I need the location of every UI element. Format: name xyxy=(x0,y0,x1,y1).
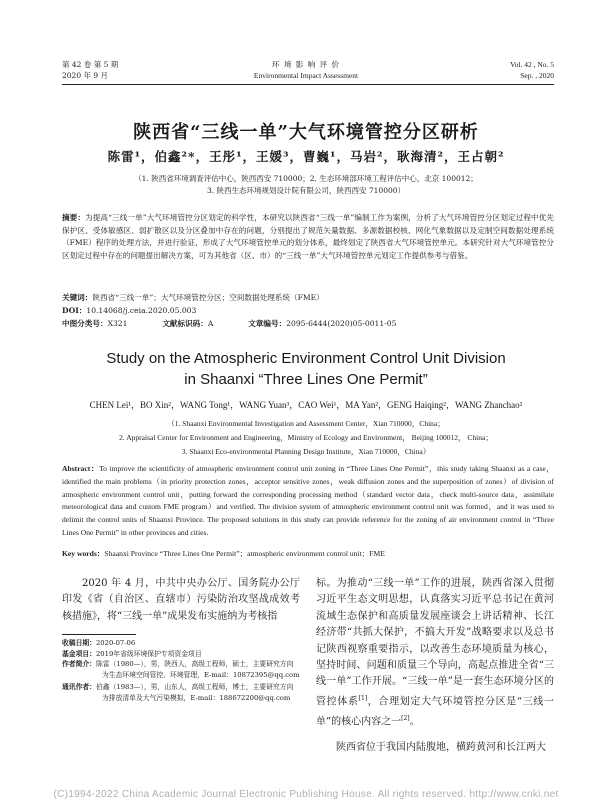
doi xyxy=(62,305,196,318)
footnote-author: 作者简介：陈雷（1980—），男，陕西人，高级工程师，硕士，主要研究方向为生态环境空间管控、环境管理，E-mail：10872395@qq.com xyxy=(62,660,300,679)
body-right-paragraph-1: 标。为推动“三线一单”工作的进展，陕西省深入贯彻习近平生态文明思想，认真落实习近平总书记在黄河流域生态保护和高质量发展座谈会上讲话精神、长江经济带“共抓大保护，不搞大开发”战略要求以及总书记陕西视察重要指示，以改善生态环境质量为核心，坚持时间、问题和质量三个导向，高起点推进全省“三线一单”工作开展。“三线一单”是一套生态环境分区的管控体系[1]，合理划定大气环境管控分区是“三线一单”的核心内容之一[2]。 xyxy=(316,578,554,727)
clc-label: 中图分类号： xyxy=(62,319,108,328)
cnki-footer: (C)1994-2022 China Academic Journal Electronic Publishing House. All rights reserved. http://www.cnki.net xyxy=(53,789,559,800)
clc-value: X321 xyxy=(107,319,128,328)
header-journal-zh: 环 境 影 响 评 价 xyxy=(272,60,340,69)
affiliation-en-line-2: 2. Appraisal Center for Environment and Engineering，Ministry of Ecology and Environment， Beijing 100012， China； xyxy=(119,433,493,442)
title-zh: 陕西省“三线一单”大气环境管控分区研析 xyxy=(133,122,479,143)
classification-line xyxy=(62,318,554,331)
footnote-fund: 基金项目：2019年省级环境保护专项资金项目 xyxy=(62,649,202,658)
authors-zh: 陈雷¹，伯鑫²*，王彤¹，王媛³，曹巍¹，马岩²，耿海清²，王占朝² xyxy=(107,149,505,164)
citation-2: [2] xyxy=(401,714,410,722)
footnote-corresponding: 通讯作者：伯鑫（1983—），男，山东人，高级工程师，博士，主要研究方向为排放清单及大气污染模拟，E-mail：188672200@qq.com xyxy=(62,683,294,702)
body-left-paragraph: 2020 年 4 月，中共中央办公厅、国务院办公厅印发《省（自治区、直辖市）污染防治攻坚战成效考核措施》，将“三线一单”成果发布实施纳为考核指 xyxy=(62,578,300,622)
article-value: 2095-6444(2020)05-0011-05 xyxy=(286,319,397,328)
abstract-en-text: To improve the scientificity of atmospheric environment control unit zoning in “Three Lines One Permit”，this study taking Shaanxi as a case，identified the main problems（in priority protection zones，acceptor sensitive zones，weak diffusion zones and the superposition of zones）of division of atmospheric environment control unit，putting forward the corresponding processing method（standard vector data，check multi-source data，assimilate meteorological data and custom FME program）and verified. The division system of atmospheric environment control unit was formed，and it was used to delimit the control units of Shaanxi Province. The proposed solutions in this study can provide reference for the zoning of air environment control in “Three Lines One Permit” in other provinces and cities. xyxy=(62,464,554,537)
title-en-line-1: Study on the Atmospheric Environment Control Unit Division xyxy=(106,350,506,367)
footnote-received: 收稿日期：2020-07-06 xyxy=(62,639,136,647)
abstract-en xyxy=(62,463,554,540)
affiliation-en-line-1: （1. Shaanxi Environmental Investigation and Assessment Center，Xian 710000，China； xyxy=(167,419,445,428)
keywords-zh-text: 陕西省“三线一单”；大气环境管控分区；空间数据处理系统（FME） xyxy=(92,293,324,302)
affiliation-en-line-3: 3. Shaanxi Eco-environmental Planning Design Institute，Xian 710000，China） xyxy=(181,447,431,456)
title-en-line-2: in Shaanxi “Three Lines One Permit” xyxy=(184,371,428,388)
doi-text: 10.14068/j.ceia.2020.05.003 xyxy=(86,306,197,315)
header-volume-zh: 第 42 卷 第 5 期 xyxy=(62,60,119,69)
footnotes xyxy=(62,638,300,704)
doi-label: DOI： xyxy=(62,306,87,315)
abstract-zh-text: 为提高“三线一单”大气环境管控分区划定的科学性，本研究以陕西省“三线一单”编制工作为案例，分析了大气环境管控分区划定过程中优先保护区、受体敏感区、弱扩散区以及分区叠加中存在的问题，分别提出了规范矢量数据、多源数据校核、网化气象数据以及定制空间数据处理系统（FME）程序的处理方法，并进行验证，形成了大气环境管控单元的划分体系，最终划定了陕西省大气环境管控单元。本研究针对大气环境管控分区划定过程中存在的问题提出解决方案，可为其他省（区、市）的“三线一单”大气环境管控单元划定工作提供参考与借鉴。 xyxy=(62,213,554,260)
authors-en: CHEN Lei¹，BO Xin²，WANG Tong¹，WANG Yuan³，CAO Wei¹，MA Yan²，GENG Haiqing²，WANG Zhanchao² xyxy=(89,400,523,410)
header-date-en: Sep. , 2020 xyxy=(520,71,554,80)
code-label: 文献标识码： xyxy=(162,319,208,328)
abstract-zh xyxy=(62,212,554,262)
citation-1: [1] xyxy=(358,694,368,702)
keywords-zh-label: 关键词： xyxy=(62,293,93,302)
keywords-en-label: Key words： xyxy=(62,549,105,558)
abstract-en-label: Abstract： xyxy=(62,464,100,473)
affiliation-zh-line-2: 3. 陕西生态环境规划设计院有限公司，陕西西安 710000） xyxy=(206,186,406,195)
header-volume-en: Vol. 42 , No. 5 xyxy=(510,60,554,69)
header-rule xyxy=(62,84,554,85)
keywords-en xyxy=(62,548,554,561)
keywords-en-text: Shaanxi Province “Three Lines One Permit”；atmospheric environment control unit；FME xyxy=(104,549,385,558)
footnote-rule xyxy=(62,634,136,635)
keywords-zh xyxy=(62,292,324,305)
affiliation-zh-line-1: （1. 陕西省环境调查评估中心，陕西西安 710000；2. 生态环境部环境工程评估中心，北京 100012； xyxy=(134,174,478,183)
header-date-zh: 2020 年 9 月 xyxy=(62,71,109,80)
article-label: 文章编号： xyxy=(248,319,287,328)
header-journal-en: Environmental Impact Assessment xyxy=(253,71,359,80)
body-right-paragraph-2: 陕西省位于我国内陆腹地，横跨黄河和长江两大 xyxy=(336,742,546,753)
code-value: A xyxy=(207,319,214,328)
abstract-zh-label: 摘要： xyxy=(62,213,86,222)
